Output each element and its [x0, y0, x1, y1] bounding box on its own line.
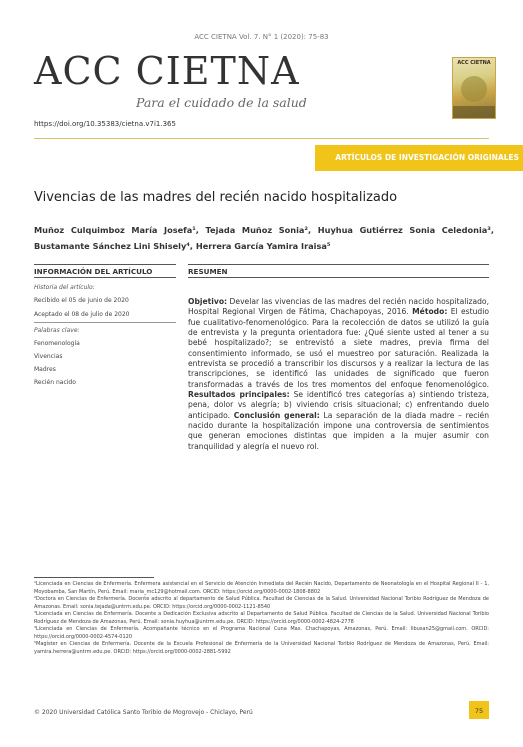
journal-cover-image: [452, 57, 496, 119]
article-info-heading: INFORMACIÓN DEL ARTÍCULO: [34, 267, 153, 276]
journal-tagline: Para el cuidado de la salud: [136, 95, 307, 110]
history-divider: [34, 322, 176, 323]
history-label: Historia del artículo:: [34, 284, 95, 291]
section-label: ARTÍCULOS DE INVESTIGACIÓN ORIGINALES: [335, 153, 519, 162]
footnote-item: ¹Licenciada en Ciencias de Enfermería. Enfermera asistencial en el Servicio de Atención Inmediata del Recién Nacido, Departamento de Neonatología en el Hospital Regional II - 1, Moyobamba, San Martín, Perú. Email: maria_mc129@hotmail.com. ORCID: https://orcid.org/0000-0002-1808-8802: [34, 581, 489, 595]
header-divider: [34, 138, 489, 139]
footnote-item: ⁵Magíster en Ciencias de Enfermería. Docente de la Escuela Profesional de Enfermería de la Universidad Nacional Toribio Rodríguez de Mendoza de Amazonas, Perú. Email: yamira.herrera@untrm.edu.pe. ORCID: https://orcid.org/0000-0002-2881-5992: [34, 641, 489, 655]
results-label: Resultados principales:: [188, 390, 290, 400]
conclusion-label: Conclusión general:: [233, 410, 320, 420]
article-title: Vivencias de las madres del recién nacido hospitalizado: [34, 190, 398, 205]
abstract-top-rule: [188, 264, 489, 265]
keyword-item: Recién nacido: [34, 379, 76, 386]
footnotes: [34, 581, 489, 656]
footnote-item: ²Doctora en Ciencias de Enfermería. Docente adscrito al departamento de Salud Pública. Facultad de Ciencias de la Salud. Universidad Nacional Toribio Rodríguez de Mendoza de Amazonas. Email: sonia.tejada@untrm.edu.pe. ORCID: https://orcid.org/0000-0002-1121-8540: [34, 596, 489, 610]
keyword-item: Madres: [34, 366, 56, 373]
objective-text: Develar las vivencias de las madres del recién nacido hospitalizado, Hospital Regional Virgen de Fátima, Chachapoyas, 2016.: [188, 297, 489, 317]
footnote-rule: [34, 577, 154, 578]
received-date: Recibido el 05 de junio de 2020: [34, 297, 129, 304]
copyright-notice: © 2020 Universidad Católica Santo Toribio de Mogrovejo - Chiclayo, Perú: [34, 709, 253, 716]
abstract-heading: RESUMEN: [188, 267, 228, 276]
cover-title: ACC CIETNA: [457, 60, 491, 66]
footnote-item: ³Licenciada en Ciencias de Enfermería. Docente a Dedicación Exclusiva adscrito al Departamento de Salud Pública. Facultad de Ciencias de la Salud. Universidad Nacional Toribio Rodríguez de Mendoza de Amazonas, Perú. Email: sonia.huyhua@untrm.edu.pe. ORCID: https://orcid.org/0000-0002-4824-2778: [34, 611, 489, 625]
journal-citation: ACC CIETNA Vol. 7. N° 1 (2020): 75-83: [194, 33, 329, 41]
cover-tree-shape: [461, 76, 487, 102]
abstract-bottom-rule: [188, 277, 489, 278]
conclusion-text: La separación de la diada madre – recién nacido durante la hospitalización impone una controversia de sentimientos que generan emociones distintas que impiden a la mujer asumir con tranquilidad y alegría el nuevo rol.: [188, 410, 490, 451]
method-label: Método:: [412, 307, 448, 317]
cover-ground-shape: [453, 106, 495, 118]
accepted-date: Aceptado el 08 de julio de 2020: [34, 311, 130, 318]
results-text: Se identificó tres categorías a) sintiendo tristeza, pena, dolor vs alegría; b) viviendo crisis situacional; c) enfrentando duelo anticipado.: [188, 390, 489, 420]
keyword-item: Fenomenología: [34, 340, 80, 347]
keywords-label: Palabras clave:: [34, 327, 80, 334]
info-bottom-rule: [34, 277, 176, 278]
abstract-body: [188, 297, 489, 452]
doi-link[interactable]: https://doi.org/10.35383/cietna.v7i1.365: [34, 120, 176, 128]
info-top-rule: [34, 264, 176, 265]
article-authors: Muñoz Culquimboz María Josefa¹, Tejada Muñoz Sonia², Huyhua Gutiérrez Sonia Celedonia³, Bustamante Sánchez Lini Shisely⁴, Herrera García Yamira Iraisa⁵: [34, 225, 494, 251]
objective-label: Objetivo:: [188, 297, 228, 306]
page-number: 75: [474, 707, 484, 715]
keyword-item: Vivencias: [34, 353, 63, 360]
method-text: El estudio fue cualitativo-fenomenológico. Para la recolección de datos se utilizó la guía de entrevista y la pregunta orientadora fue: ¿Qué siente usted al tener a su bebé hospitalizado?; se entrevistó a siete madres, previa firma del consentimiento informado, se usó el muestreo por saturación. Realizada la entrevista se procedió a transcribir los discursos y a realizar la lectura de las transcripciones, se identificó las unidades de significado que fueron transformadas a través de los tres momentos del enfoque fenomenológico.: [188, 307, 489, 389]
footnote-item: ⁴Licenciada en Ciencias de Enfermería. Acompañante técnico en el Programa Nacional Cuna Mas. Chachapoyas, Amazonas, Perú. Email: libusan25@gmail.com. ORCID: https://orcid.org/0000-0002-4574-0120: [34, 626, 489, 640]
journal-brand-name: ACC CIETNA: [34, 49, 300, 93]
